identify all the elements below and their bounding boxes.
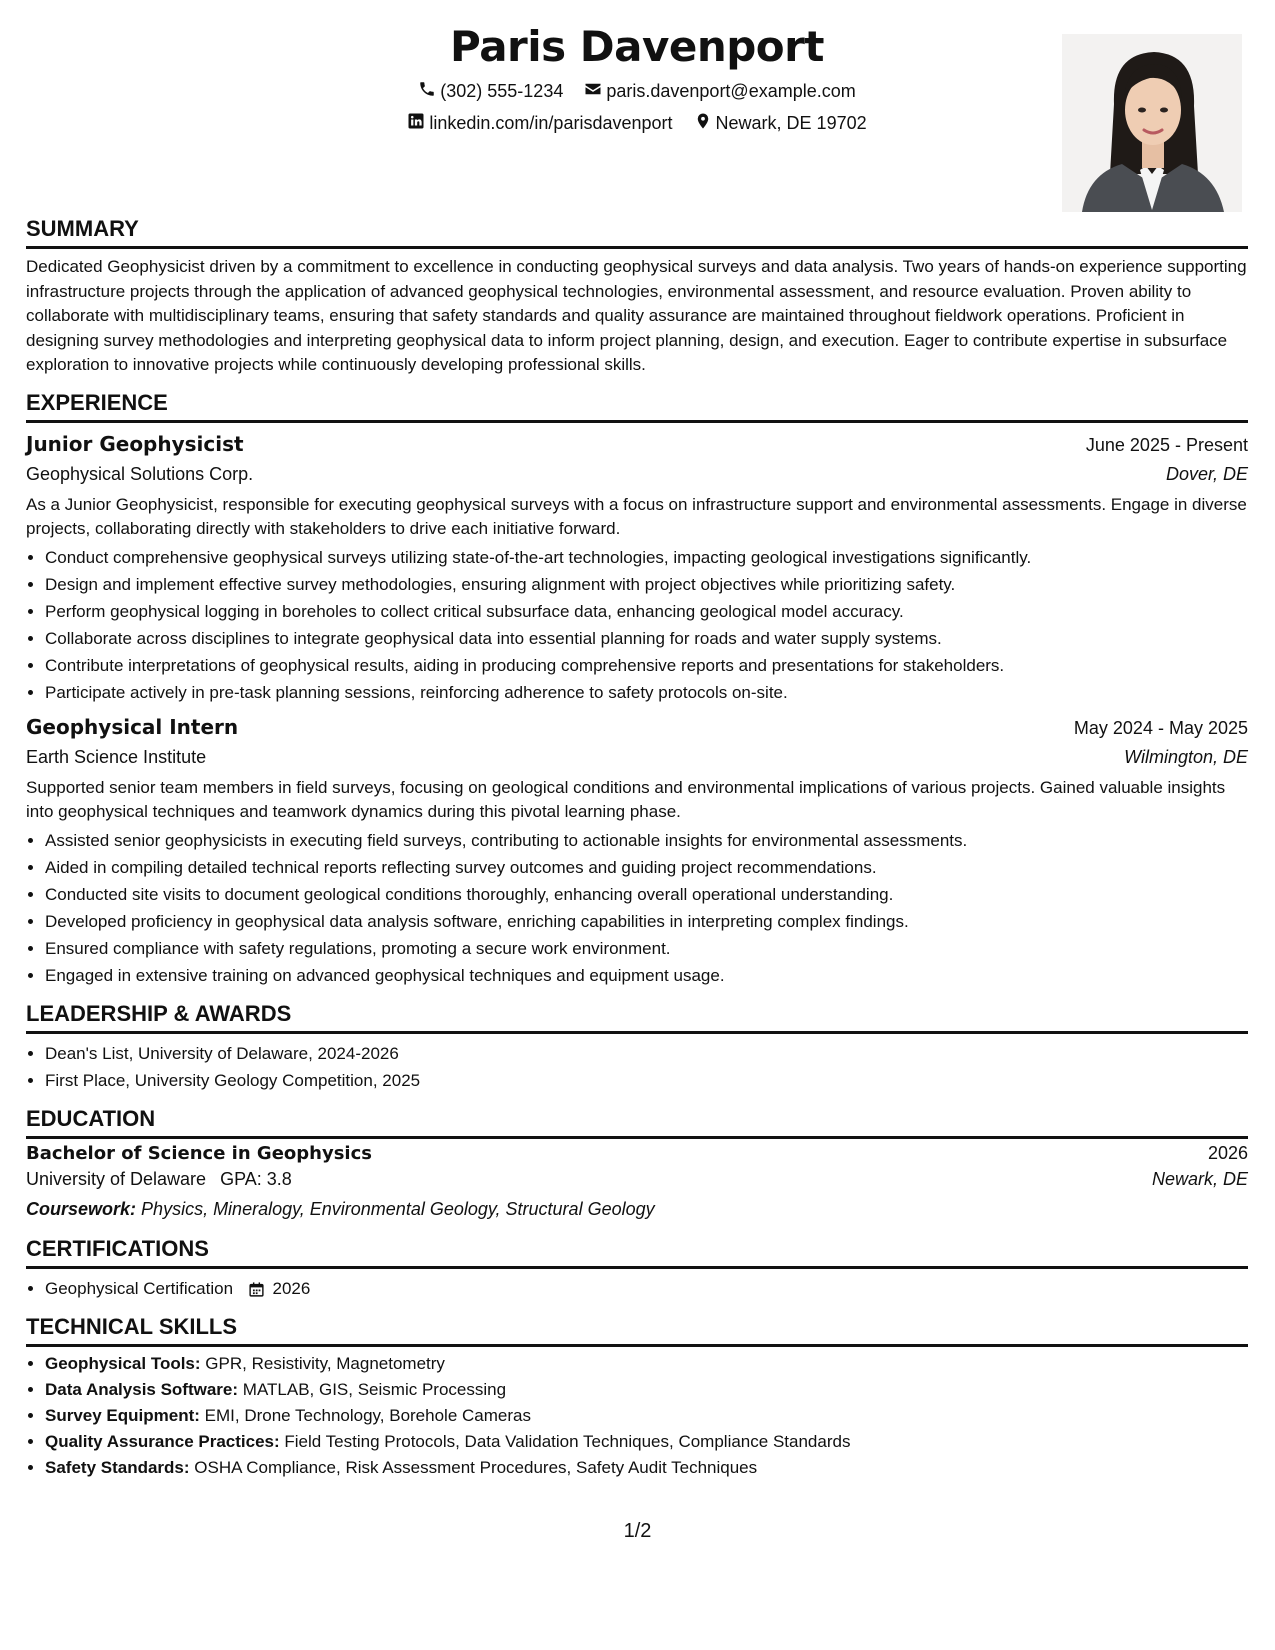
resume-header <box>26 0 1248 216</box>
list-item: • Engaged in extensive training on advanced geophysical techniques and equipment usage. <box>45 962 1248 989</box>
job-location: Dover, DE <box>1165 463 1248 484</box>
school-location: Newark, DE <box>1151 1168 1248 1189</box>
list-item <box>45 1275 1248 1302</box>
awards-section <box>26 1001 1248 1094</box>
coursework-label: Coursework: <box>26 1198 137 1219</box>
list-item: • Conduct comprehensive geophysical surveys utilizing state-of-the-art technologies, impacting geological investigations significantly. <box>45 544 1248 571</box>
page-number: 1/2 <box>623 1520 652 1542</box>
section-title-education: EDUCATION <box>26 1106 1248 1139</box>
skill-label: Survey Equipment: <box>45 1405 200 1425</box>
map-pin-icon <box>694 112 716 135</box>
contact-linkedin[interactable] <box>407 112 672 135</box>
list-item <box>45 1377 1248 1403</box>
certification-name: Geophysical Certification <box>45 1278 234 1298</box>
coursework-text: Physics, Mineralogy, Environmental Geology, Structural Geology <box>141 1198 655 1219</box>
email-text[interactable]: paris.davenport@example.com <box>606 81 856 101</box>
list-item: • Participate actively in pre-task planning sessions, reinforcing adherence to safety protocols on-site. <box>45 679 1248 706</box>
list-item <box>45 1455 1248 1481</box>
skill-label: Geophysical Tools: <box>45 1353 201 1373</box>
envelope-icon <box>584 80 606 103</box>
job-description: Supported senior team members in field surveys, focusing on geological conditions and environmental implications of various projects. Gained valuable insights into geophysical techniques and teamwork dynamics during this pivotal learning phase. <box>26 777 1226 821</box>
job-dates: June 2025 - Present <box>1085 434 1248 455</box>
location-text: Newark, DE 19702 <box>715 113 867 133</box>
certification-year: 2026 <box>272 1278 311 1298</box>
list-item: • Aided in compiling detailed technical reports reflecting survey outcomes and guiding project recommendations. <box>45 854 1248 881</box>
skill-label: Quality Assurance Practices: <box>45 1431 280 1451</box>
certifications-list <box>26 1275 1248 1302</box>
job-location: Wilmington, DE <box>1124 746 1248 767</box>
profile-photo <box>1062 34 1242 212</box>
list-item: • Dean's List, University of Delaware, 2024-2026 <box>45 1040 1248 1067</box>
job-description: As a Junior Geophysicist, responsible for executing geophysical surveys with a focus on infrastructure support and environmental assessments. Engage in diverse projects, collaborating directly with stakeholders to drive each initiative forward. <box>26 494 1247 538</box>
awards-list <box>26 1040 1248 1094</box>
list-item: • Design and implement effective survey methodologies, ensuring alignment with project objectives while prioritizing safety. <box>45 571 1248 598</box>
skill-value: Field Testing Protocols, Data Validation Techniques, Compliance Standards <box>284 1431 851 1451</box>
section-title-experience: EXPERIENCE <box>26 390 1248 423</box>
section-title-certifications: CERTIFICATIONS <box>26 1236 1248 1269</box>
job-dates: May 2024 - May 2025 <box>1073 717 1248 738</box>
phone-icon <box>418 80 440 103</box>
linkedin-icon <box>407 112 429 135</box>
degree-title: Bachelor of Science in Geophysics <box>26 1142 372 1164</box>
skills-list <box>26 1351 1248 1481</box>
job-title: Geophysical Intern <box>26 714 239 739</box>
linkedin-text[interactable]: linkedin.com/in/parisdavenport <box>429 113 673 133</box>
job-company: Earth Science Institute <box>26 746 207 767</box>
list-item <box>45 1429 1248 1455</box>
list-item: • Perform geophysical logging in boreholes to collect critical subsurface data, enhancing geological model accuracy. <box>45 598 1248 625</box>
list-item <box>45 1351 1248 1377</box>
certifications-section <box>26 1236 1248 1302</box>
section-title-summary: SUMMARY <box>26 216 1248 249</box>
skill-label: Safety Standards: <box>45 1457 190 1477</box>
skill-value: GPR, Resistivity, Magnetometry <box>205 1353 445 1373</box>
skill-value: MATLAB, GIS, Seismic Processing <box>242 1379 507 1399</box>
gpa: GPA: 3.8 <box>220 1168 292 1189</box>
job-bullets <box>26 544 1248 706</box>
list-item: • Contribute interpretations of geophysical results, aiding in producing comprehensive reports and presentations for stakeholders. <box>45 652 1248 679</box>
experience-section <box>26 390 1248 989</box>
list-item: • Collaborate across disciplines to integrate geophysical data into essential planning for roads and water supply systems. <box>45 625 1248 652</box>
phone-text: (302) 555-1234 <box>440 81 564 101</box>
resume-page <box>26 0 1248 1650</box>
coursework <box>26 1194 1248 1224</box>
list-item: • Assisted senior geophysicists in executing field surveys, contributing to actionable insights for environmental assessments. <box>45 827 1248 854</box>
skill-value: EMI, Drone Technology, Borehole Cameras <box>204 1405 531 1425</box>
section-title-awards: LEADERSHIP & AWARDS <box>26 1001 1248 1034</box>
contact-phone <box>418 80 563 103</box>
summary-text: Dedicated Geophysicist driven by a commitment to excellence in conducting geophysical surveys and data analysis. Two years of hands-on experience supporting infrastructure projects through the application of advanced geophysical technologies, environmental assessment, and resource evaluation. Proven ability to collaborate with multidisciplinary teams, ensuring that safety standards and quality assurance are maintained throughout fieldwork operations. Proficient in designing survey methodologies and interpreting geophysical data to inform project planning, design, and execution. Eager to contribute expertise in subsurface exploration to innovative projects while continuously developing professional skills. <box>26 257 1247 374</box>
list-item <box>45 1403 1248 1429</box>
skills-section <box>26 1314 1248 1481</box>
job-entry <box>26 429 1248 706</box>
contact-email[interactable] <box>584 80 855 103</box>
skill-value: OSHA Compliance, Risk Assessment Procedures, Safety Audit Techniques <box>194 1457 758 1477</box>
list-item: • Developed proficiency in geophysical data analysis software, enriching capabilities in interpreting complex findings. <box>45 908 1248 935</box>
job-company: Geophysical Solutions Corp. <box>26 463 254 484</box>
summary-section <box>26 216 1248 378</box>
school-name: University of Delaware <box>26 1168 207 1189</box>
list-item: • Conducted site visits to document geological conditions thoroughly, enhancing overall operational understanding. <box>45 881 1248 908</box>
job-entry <box>26 712 1248 989</box>
candidate-name: Paris Davenport <box>450 22 824 71</box>
section-title-skills: TECHNICAL SKILLS <box>26 1314 1248 1347</box>
graduation-year: 2026 <box>1207 1142 1248 1163</box>
job-title: Junior Geophysicist <box>26 431 244 456</box>
calendar-icon <box>248 1281 265 1298</box>
contact-location <box>694 112 867 135</box>
list-item: • First Place, University Geology Competition, 2025 <box>45 1067 1248 1094</box>
list-item: • Ensured compliance with safety regulations, promoting a secure work environment. <box>45 935 1248 962</box>
job-bullets <box>26 827 1248 989</box>
education-section <box>26 1106 1248 1224</box>
skill-label: Data Analysis Software: <box>45 1379 239 1399</box>
